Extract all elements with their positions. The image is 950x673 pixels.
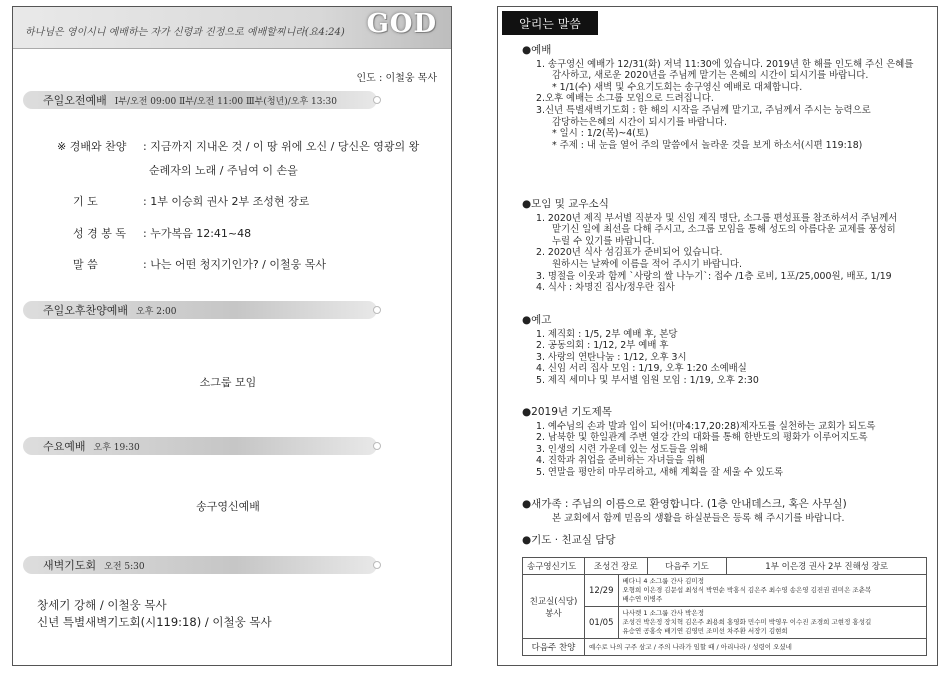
- notice-line: 2. 남북한 및 한일관계 주변 열강 간의 대화를 통해 한반도의 평화가 이루어지도록: [536, 432, 868, 444]
- notice-line: 1. 송구영신 예배가 12/31(화) 저녁 11:30에 있습니다. 2019년 한 해를 인도해 주신 은혜를: [536, 58, 914, 70]
- header-band: [13, 7, 451, 49]
- next-hymn-value: 예수로 나의 구주 삼고 / 주의 나라가 임할 때 / 아리나라 / 성령이 오셨네: [585, 639, 927, 656]
- service-name: 주일오후찬양예배: [43, 304, 129, 317]
- section-title: ●새가족 : 주님의 이름으로 환영합니다. (1층 안내데스크, 혹은 사무실): [522, 498, 847, 510]
- service-bar-morning: [23, 91, 377, 109]
- date-cell: 12/29: [585, 575, 619, 607]
- service-name: 수요예배: [43, 440, 86, 453]
- section-prayer: [524, 407, 875, 479]
- service-bar-wednesday: [23, 437, 377, 455]
- header-verse: 하나님은 영이시니 예배하는 자가 신령과 진정으로 예배할찌니라(요4:24): [25, 27, 345, 38]
- hymn-label: ※ 경배와 찬양: [57, 140, 127, 153]
- dawn-line-1: 창세기 강해 / 이철웅 목사: [37, 598, 167, 612]
- duty-names: 베다니 4 소그룹 간사 김미정 오형희 이은경 김문섭 최성식 박연순 박홍식 김은주 최수영 송은영 김진권 권미은 조춘복 배수연 이병주: [618, 575, 927, 607]
- section-title: ●모임 및 교우소식: [522, 198, 609, 210]
- bar-dot: [373, 96, 381, 104]
- service-time: 오전 5:30: [104, 561, 145, 572]
- hymn-value-2: 순례자의 노래 / 주님여 이 손을: [149, 164, 298, 177]
- notice-line: 3. 사랑의 연탄나눔 : 1/12, 오후 3시: [536, 351, 687, 363]
- hymn-value: : 지금까지 지내온 것 / 이 땅 위에 오신 / 당신은 영광의 왕: [143, 140, 420, 153]
- notice-line: 2. 2020년 식사 섬김표가 준비되어 있습니다.: [536, 247, 723, 259]
- cell: 1부 이은경 권사 2부 진해성 장로: [727, 558, 927, 575]
- wednesday-content: 송구영신예배: [196, 500, 260, 513]
- reading-label: 성 경 봉 독: [73, 227, 126, 240]
- prayer-label: 기 도: [73, 195, 98, 208]
- section-title: ●기도 · 친교실 담당: [522, 534, 616, 546]
- duty-names: 나사렛 1 소그룹 간사 박은정 조성건 박은정 장치혁 김은주 최용희 홍영화 민수미 박영우 이수진 조경희 고현정 홍성길 유승연 공홍숙 배기연 김영민 조미선 차주환 서장기 김현희: [618, 607, 927, 639]
- notice-line: 5. 제직 세미나 및 부서별 임원 모임 : 1/19, 오후 2:30: [536, 374, 759, 386]
- reading-value: : 누가복음 12:41~48: [143, 227, 252, 240]
- dawn-line-2: 신년 특별새벽기도회(시119:18) / 이철웅 목사: [37, 615, 272, 629]
- prayer-value: : 1부 이승희 권사 2부 조성현 장로: [143, 195, 310, 208]
- cell: 조성건 장로: [585, 558, 648, 575]
- notice-line: 2. 공동의회 : 1/12, 2부 예배 후: [536, 340, 669, 352]
- notice-title: 알리는 말씀: [502, 11, 598, 35]
- section-duty: [524, 535, 616, 549]
- section-meeting: [524, 199, 897, 294]
- duty-table: [522, 557, 927, 656]
- cell: 송구영신기도: [523, 558, 585, 575]
- service-bar-afternoon: [23, 301, 377, 319]
- cell: 다음주 기도: [647, 558, 727, 575]
- notice-line: 맡기신 일에 최선을 다해 주시고, 소그룹 모임을 통해 성도의 아름다운 교제를 풍성히: [552, 224, 896, 236]
- bar-dot: [373, 306, 381, 314]
- notice-line: 누릴 수 있기를 바랍니다.: [552, 235, 655, 247]
- notice-line: 원하시는 날짜에 이름을 적어 주시기 바랍니다.: [552, 258, 742, 270]
- notice-line: 1. 예수님의 손과 발과 입이 되어!(마4:17,20:28)제자도를 실천하는 교회가 되도록: [536, 420, 876, 432]
- bar-dot: [373, 561, 381, 569]
- service-time: Ⅰ부/오전 09:00 Ⅱ부/오전 11:00 Ⅲ부(청년)/오후 13:30: [114, 96, 337, 107]
- notice-line: 4. 신임 서리 집사 모임 : 1/19, 오후 1:20 소예배실: [536, 363, 747, 375]
- date-cell: 01/05: [585, 607, 619, 639]
- section-title: ●예고: [522, 314, 552, 326]
- afternoon-content: 소그룹 모임: [199, 376, 257, 389]
- sermon-label: 말 씀: [73, 258, 98, 271]
- left-page: [12, 6, 452, 666]
- notice-line: 감사하고, 새로운 2020년을 주님께 맡기는 은혜의 시간이 되시기를 바랍니다.: [552, 70, 869, 82]
- sermon-value: : 나는 어떤 청지기인가? / 이철웅 목사: [143, 258, 326, 271]
- notice-line: 3. 명절을 이웃과 함께 `사랑의 쌀 나누기`: 접수 /1층 로비, 1포/25,000원, 배포, 1/19: [536, 270, 892, 282]
- section-title: ●2019년 기도제목: [522, 406, 612, 418]
- service-name: 새벽기도회: [43, 559, 97, 572]
- notice-line: * 1/1(수) 새벽 및 수요기도회는 송구영신 예배로 대체합니다.: [552, 81, 803, 93]
- kitchen-label: 친교실(식당) 봉사: [523, 575, 585, 639]
- notice-line: * 일시 : 1/2(목)~4(토): [552, 128, 649, 140]
- notice-line: 3.신년 특별새벽기도회 : 한 해의 시작을 주님께 맡기고, 주님께서 주시는 능력으로: [536, 104, 871, 116]
- section-worship: [524, 45, 913, 151]
- section-title: ●예배: [522, 44, 552, 56]
- notice-line: 감당하는은혜의 시간이 되시기를 바랍니다.: [552, 116, 727, 128]
- notice-line: 2.오후 예배는 소그룹 모임으로 드려집니다.: [536, 93, 714, 105]
- notice-line: 5. 연말을 평안히 마무리하고, 새해 계획을 잘 세울 수 있도록: [536, 466, 784, 478]
- notice-line: 본 교회에서 함께 믿음의 생활을 하실분들은 등록 해 주시기를 바랍니다.: [552, 512, 845, 524]
- notice-line: 3. 인생의 시련 가운데 있는 성도들을 위해: [536, 443, 708, 455]
- bar-dot: [373, 442, 381, 450]
- god-logo: GOD: [366, 9, 437, 39]
- section-family: [524, 499, 847, 524]
- section-notice: [524, 315, 759, 387]
- right-page: [497, 6, 938, 666]
- notice-line: 1. 제직회 : 1/5, 2부 예배 후, 본당: [536, 328, 678, 340]
- notice-line: 4. 진학과 취업을 준비하는 자녀들을 위해: [536, 455, 705, 467]
- notice-line: * 주제 : 내 눈을 열어 주의 말씀에서 놀라운 것을 보게 하소서(시편 119:18): [552, 139, 863, 151]
- notice-line: 1. 2020년 제직 부서별 직분자 및 신임 제직 명단, 소그룹 편성표를 참조하셔서 주님께서: [536, 212, 898, 224]
- service-time: 오후 2:00: [136, 306, 177, 317]
- service-time: 오후 19:30: [93, 442, 140, 453]
- preacher: 인도 : 이철웅 목사: [356, 73, 437, 84]
- notice-line: 4. 식사 : 차명진 집사/정우란 집사: [536, 282, 675, 294]
- service-bar-dawn: [23, 556, 377, 574]
- next-hymn-label: 다음주 찬양: [523, 639, 585, 656]
- service-name: 주일오전예배: [43, 94, 107, 107]
